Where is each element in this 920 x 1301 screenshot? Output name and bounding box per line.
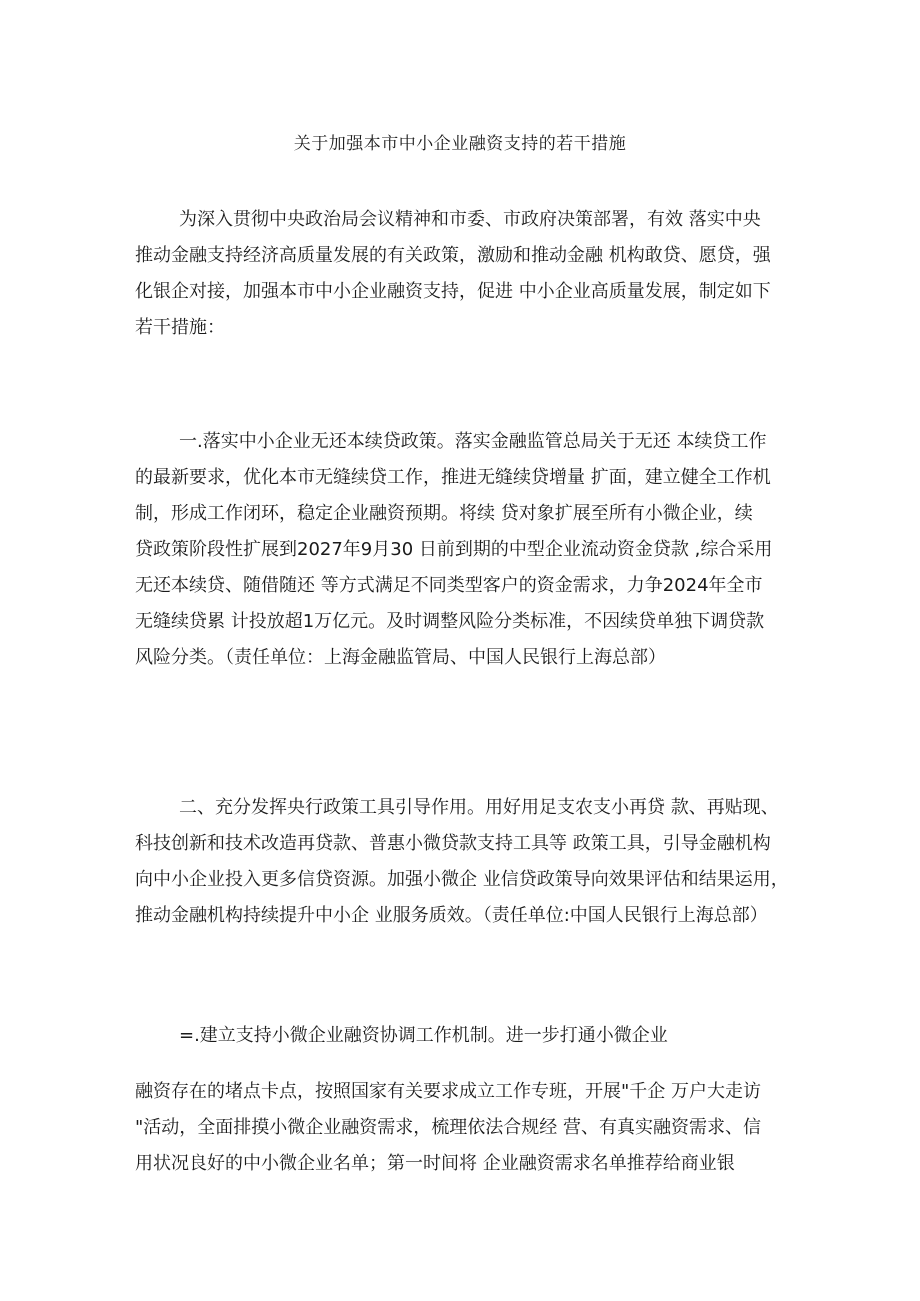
text-line: 融资存在的堵点卡点，按照国家有关要求成立工作专班，开展"千企 万户大走访 — [135, 1081, 761, 1102]
text-line: 若干措施： — [135, 317, 225, 338]
text-line: 无还本续贷、随借随还 等方式满足不同类型客户的资金需求，力争2024年全市 — [135, 575, 763, 596]
text-line: 推动金融支持经济高质量发展的有关政策，激励和推动金融 机构敢贷、愿贷，强 — [135, 245, 771, 266]
document-title: 关于加强本市中小企业融资支持的若干措施 — [293, 134, 627, 154]
section-two-paragraph — [135, 790, 795, 934]
section-three-heading — [135, 1018, 795, 1054]
text-line: 无缝续贷累 计投放超1万亿元。及时调整风险分类标准，不因续贷单独下调贷款 — [135, 611, 765, 632]
section-one-paragraph — [135, 424, 795, 676]
text-line: 一.落实中小企业无还本续贷政策。落实金融监管总局关于无还 本续贷工作 — [179, 431, 767, 452]
text-line: 的最新要求，优化本市无缝续贷工作，推进无缝续贷增量 扩面，建立健全工作机 — [135, 467, 771, 488]
text-line: 向中小企业投入更多信贷资源。加强小微企 业信贷政策导向效果评估和结果运用， — [135, 869, 789, 890]
text-line: 用状况良好的中小微企业名单；第一时间将 企业融资需求名单推荐给商业银 — [135, 1153, 735, 1174]
text-line: =.建立支持小微企业融资协调工作机制。进一步打通小微企业 — [179, 1025, 668, 1046]
text-line: 制，形成工作闭环，稳定企业融资预期。将续 贷对象扩展至所有小微企业，续 — [135, 503, 753, 524]
text-line: 二、充分发挥央行政策工具引导作用。用好用足支农支小再贷 款、再贴现、 — [179, 797, 779, 818]
intro-paragraph — [135, 202, 795, 346]
text-line: 化银企对接，加强本市中小企业融资支持，促进 中小企业高质量发展，制定如下 — [135, 281, 771, 302]
text-line: 科技创新和技术改造再贷款、普惠小微贷款支持工具等 政策工具，引导金融机构 — [135, 833, 771, 854]
text-line: "活动，全面排摸小微企业融资需求，梳理依法合规经 营、有真实融资需求、信 — [135, 1117, 761, 1138]
text-line: 风险分类。（责任单位：上海金融监管局、中国人民银行上海总部） — [135, 647, 666, 668]
text-line: 为深入贯彻中央政治局会议精神和市委、市政府决策部署，有效 落实中央 — [179, 209, 761, 230]
section-three-paragraph — [135, 1074, 795, 1182]
text-line: 贷政策阶段性扩展到2027年9月30 日前到期的中型企业流动资金贷款 ,综合采用 — [135, 539, 773, 560]
text-line: 推动金融机构持续提升中小企 业服务质效。（责任单位:中国人民银行上海总部） — [135, 905, 768, 926]
